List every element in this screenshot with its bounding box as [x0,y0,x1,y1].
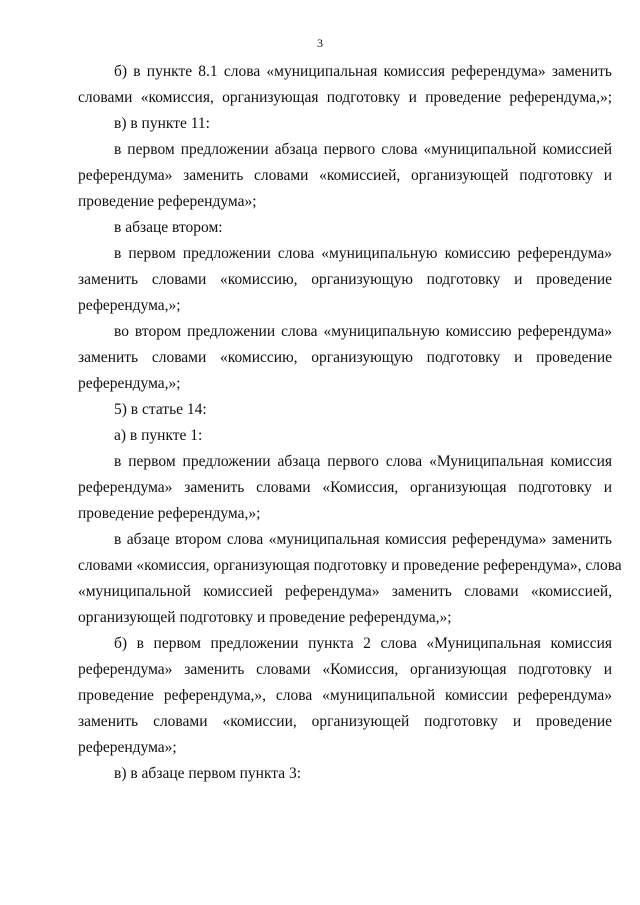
text-line: словами «комиссия, организующая подготовку и проведение референдума», слова [78,557,622,574]
text-line: референдума»; [78,739,177,756]
text-line: в первом предложении слова «муниципальную комиссию референдума» [114,245,612,262]
text-line: проведение референдума,»; [78,505,261,522]
text-line: б) в первом предложении пункта 2 слова «Муниципальная комиссия [114,635,612,652]
text-line: проведение референдума»; [78,193,257,210]
text-line: заменить словами «комиссию, организующую подготовку и проведение [78,271,612,288]
text-line: в абзаце втором слова «муниципальная комиссия референдума» заменить [114,531,612,548]
text-line: в первом предложении абзаца первого слова «муниципальной комиссией [114,141,612,158]
text-line: референдума» заменить словами «комиссией, организующей подготовку и [78,167,612,184]
text-line: референдума,»; [78,297,181,314]
text-line: 5) в статье 14: [114,401,207,418]
text-line: референдума,»; [78,375,181,392]
text-line: заменить словами «комиссии, организующей подготовку и проведение [78,713,612,730]
text-line: «муниципальной комиссией референдума» заменить словами «комиссией, [78,583,612,600]
text-line: в первом предложении абзаца первого слова «Муниципальная комиссия [114,453,612,470]
text-line: проведение референдума,», слова «муниципальной комиссии референдума» [78,687,612,704]
text-line: в) в пункте 11: [114,115,210,132]
text-line: б) в пункте 8.1 слова «муниципальная комиссия референдума» заменить [114,63,612,80]
text-line: организующей подготовку и проведение референдума,»; [78,609,452,626]
text-line: в абзаце втором: [114,219,223,236]
text-line: в) в абзаце первом пункта 3: [114,765,302,782]
text-line: референдума» заменить словами «Комиссия, организующая подготовку и [78,661,612,678]
text-line: а) в пункте 1: [114,427,203,444]
text-line: заменить словами «комиссию, организующую подготовку и проведение [78,349,612,366]
text-line: референдума» заменить словами «Комиссия, организующая подготовку и [78,479,612,496]
page-number: 3 [317,36,323,50]
text-line: во втором предложении слова «муниципальную комиссию референдума» [114,323,612,340]
text-line: словами «комиссия, организующая подготовку и проведение референдума,»; [78,89,612,106]
